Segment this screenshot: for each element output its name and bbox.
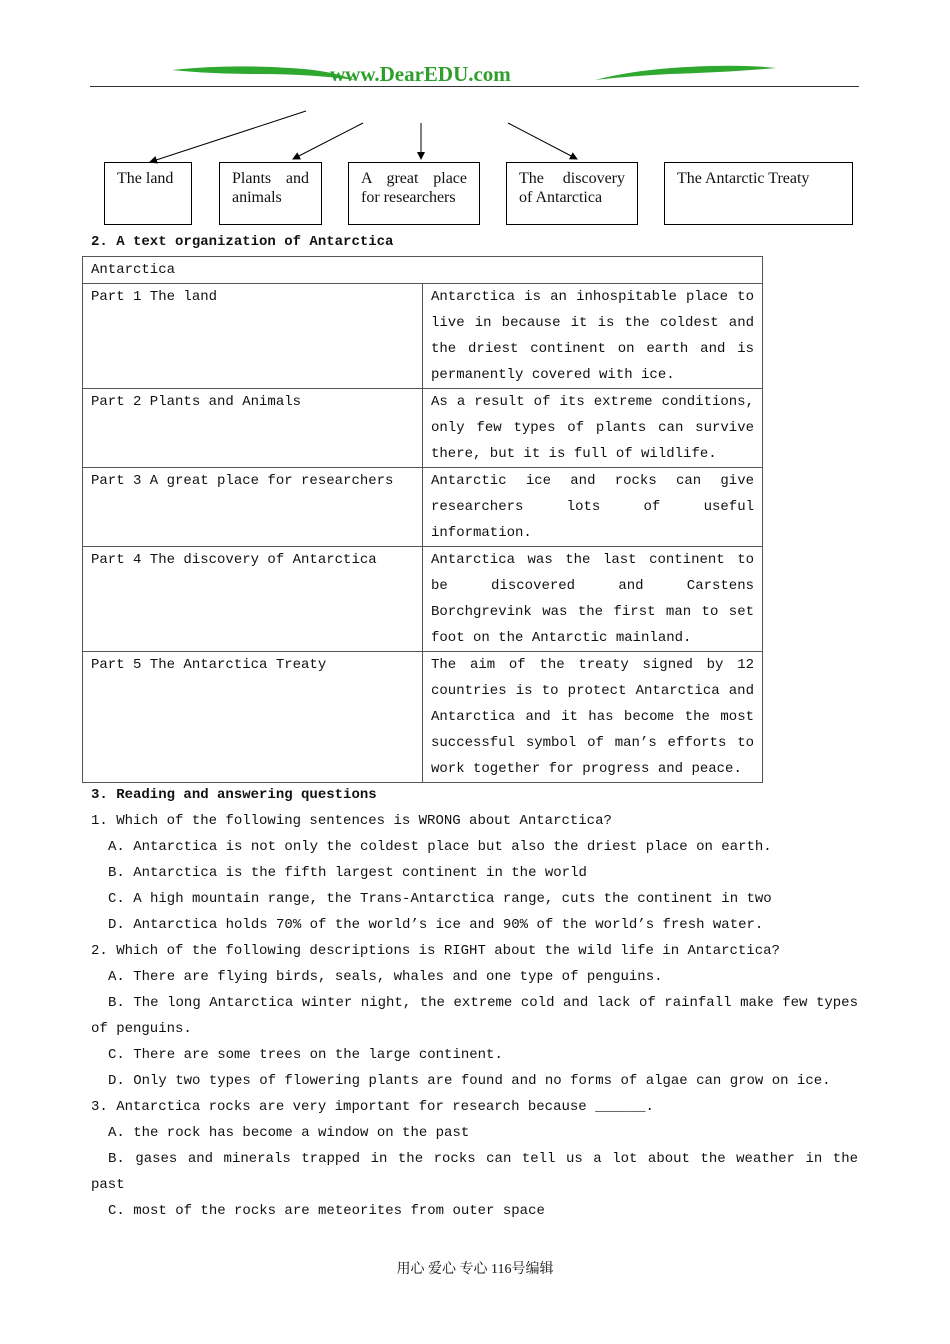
question-1: 1. Which of the following sentences is WRONG about Antarctica? [91, 813, 612, 829]
desc-cell: The aim of the treaty signed by 12 countries is to protect Antarctica and Antarctica and it has become the most successful symbol of man’s efforts to work together for progress and peace. [423, 652, 763, 783]
table-row [83, 652, 763, 783]
section-3-title: 3. Reading and answering questions [91, 787, 377, 803]
table-row [83, 284, 763, 389]
option: A. Antarctica is not only the coldest place but also the driest place on earth. [108, 839, 772, 855]
question-3: 3. Antarctica rocks are very important for research because ______. [91, 1099, 654, 1115]
table-header: Antarctica [83, 257, 763, 284]
table-row [83, 547, 763, 652]
desc-cell: As a result of its extreme conditions, only few types of plants can survive there, but it is full of wildlife. [423, 389, 763, 468]
diagram-box-discovery: The discovery of Antarctica [506, 162, 638, 225]
part-cell: Part 1 The land [83, 284, 423, 389]
diagram-box-plants: Plants and animals [219, 162, 322, 225]
option: B. gases and minerals trapped in the rocks can tell us a lot about the weather in the past [91, 1151, 858, 1193]
option: A. the rock has become a window on the past [108, 1125, 470, 1141]
option: A. There are flying birds, seals, whales and one type of penguins. [108, 969, 663, 985]
diagram-box-land: The land [104, 162, 192, 225]
page-footer: 用心 爱心 专心 116号编辑 [396, 1262, 554, 1277]
part-cell: Part 4 The discovery of Antarctica [83, 547, 423, 652]
desc-cell: Antarctica is an inhospitable place to live in because it is the coldest and the driest continent on earth and is permanently covered with ice. [423, 284, 763, 389]
questions-section [91, 782, 858, 1224]
option: D. Antarctica holds 70% of the world’s ice and 90% of the world’s fresh water. [108, 917, 764, 933]
desc-cell: Antarctic ice and rocks can give researchers lots of useful information. [423, 468, 763, 547]
option: D. Only two types of flowering plants are found and no forms of algae can grow on ice. [108, 1073, 831, 1089]
section-2-title: 2. A text organization of Antarctica [91, 234, 394, 250]
part-cell: Part 2 Plants and Animals [83, 389, 423, 468]
part-cell: Part 3 A great place for researchers [83, 468, 423, 547]
option: C. There are some trees on the large continent. [108, 1047, 503, 1063]
diagram-arrows [0, 100, 950, 170]
diagram-box-treaty: The Antarctic Treaty [664, 162, 853, 225]
question-2: 2. Which of the following descriptions is RIGHT about the wild life in Antarctica? [91, 943, 780, 959]
option: B. Antarctica is the fifth largest continent in the world [108, 865, 587, 881]
option: B. The long Antarctica winter night, the extreme cold and lack of rainfall make few types of penguins. [91, 995, 858, 1037]
site-logo: www.DearEDU.com [330, 62, 511, 86]
desc-cell: Antarctica was the last continent to be discovered and Carstens Borchgrevink was the first man to set foot on the Antarctic mainland. [423, 547, 763, 652]
header-divider [90, 86, 859, 87]
table-row [83, 389, 763, 468]
organization-table [82, 256, 763, 783]
option: C. most of the rocks are meteorites from outer space [108, 1203, 545, 1219]
part-cell: Part 5 The Antarctica Treaty [83, 652, 423, 783]
option: C. A high mountain range, the Trans-Antarctica range, cuts the continent in two [108, 891, 772, 907]
diagram-box-researchers: A great place for researchers [348, 162, 480, 225]
table-row [83, 468, 763, 547]
